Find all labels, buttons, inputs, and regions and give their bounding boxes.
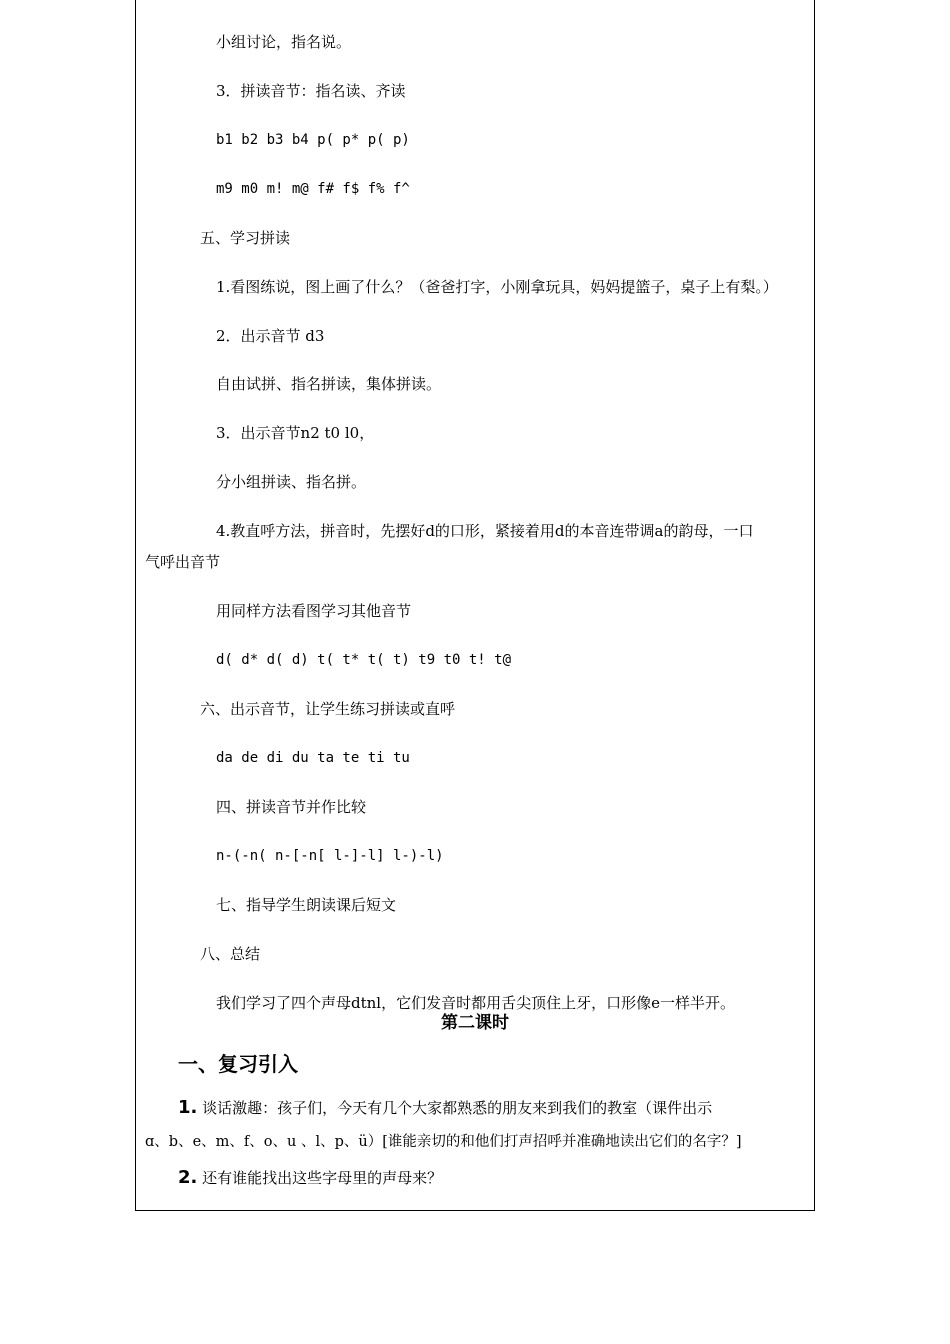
text-line: 分小组拼读、指名拼。 <box>216 473 367 491</box>
section-heading: 八、总结 <box>200 945 261 963</box>
text-line: 气呼出音节 <box>145 553 221 571</box>
text-line: 4.教直呼方法，拼音时，先摆好d的口形，紧接着用d的本音连带调a的韵母，一口 <box>216 522 754 540</box>
text-line: 3．拼读音节：指名读、齐读 <box>216 82 406 100</box>
syllable-line: b1 b2 b3 b4 p( p* p( p) <box>216 132 410 148</box>
syllable-line: da de di du ta te ti tu <box>216 750 410 766</box>
section-heading: 四、拼读音节并作比较 <box>216 798 367 816</box>
item-number: 1. <box>178 1097 198 1118</box>
section-heading: 六、出示音节，让学生练习拼读或直呼 <box>200 700 456 718</box>
lesson2-title: 第二课时 <box>441 1013 509 1033</box>
text-line: 1.看图练说，图上画了什么？（爸爸打字，小刚拿玩具，妈妈提篮子，桌子上有梨。） <box>216 278 778 296</box>
item-text: 谈话激趣：孩子们，今天有几个大家都熟悉的朋友来到我们的教室（课件出示 <box>202 1099 713 1117</box>
text-line: 3．出示音节n2 t0 l0， <box>216 424 375 442</box>
syllable-line: d( d* d( d) t( t* t( t) t9 t0 t! t@ <box>216 652 512 668</box>
list-item <box>178 1168 442 1188</box>
text-line: 自由试拼、指名拼读，集体拼读。 <box>216 375 442 393</box>
text-line: 我们学习了四个声母dtnl，它们发音时都用舌尖顶住上牙，口形像e一样半开。 <box>216 994 735 1012</box>
item-text: 还有谁能找出这些字母里的声母来？ <box>202 1169 443 1187</box>
syllable-line: n-(-n( n-[-n[ l-]-l] l-)-l) <box>216 848 444 864</box>
text-line: ɑ、b、e、m、f、o、u 、l、p、ü）[谁能亲切的和他们打声招呼并准确地读出它们的名字？] <box>145 1134 742 1150</box>
section-heading: 五、学习拼读 <box>200 229 291 247</box>
section-heading: 七、指导学生朗读课后短文 <box>216 896 397 914</box>
item-number: 2. <box>178 1167 198 1188</box>
syllable-line: m9 m0 m! m@ f# f$ f% f^ <box>216 181 410 197</box>
list-item <box>178 1098 712 1118</box>
section-heading: 一、复习引入 <box>178 1052 298 1076</box>
text-line: 小组讨论，指名说。 <box>216 33 352 51</box>
text-line: 2．出示音节 d3 <box>216 327 325 345</box>
text-line: 用同样方法看图学习其他音节 <box>216 602 412 620</box>
